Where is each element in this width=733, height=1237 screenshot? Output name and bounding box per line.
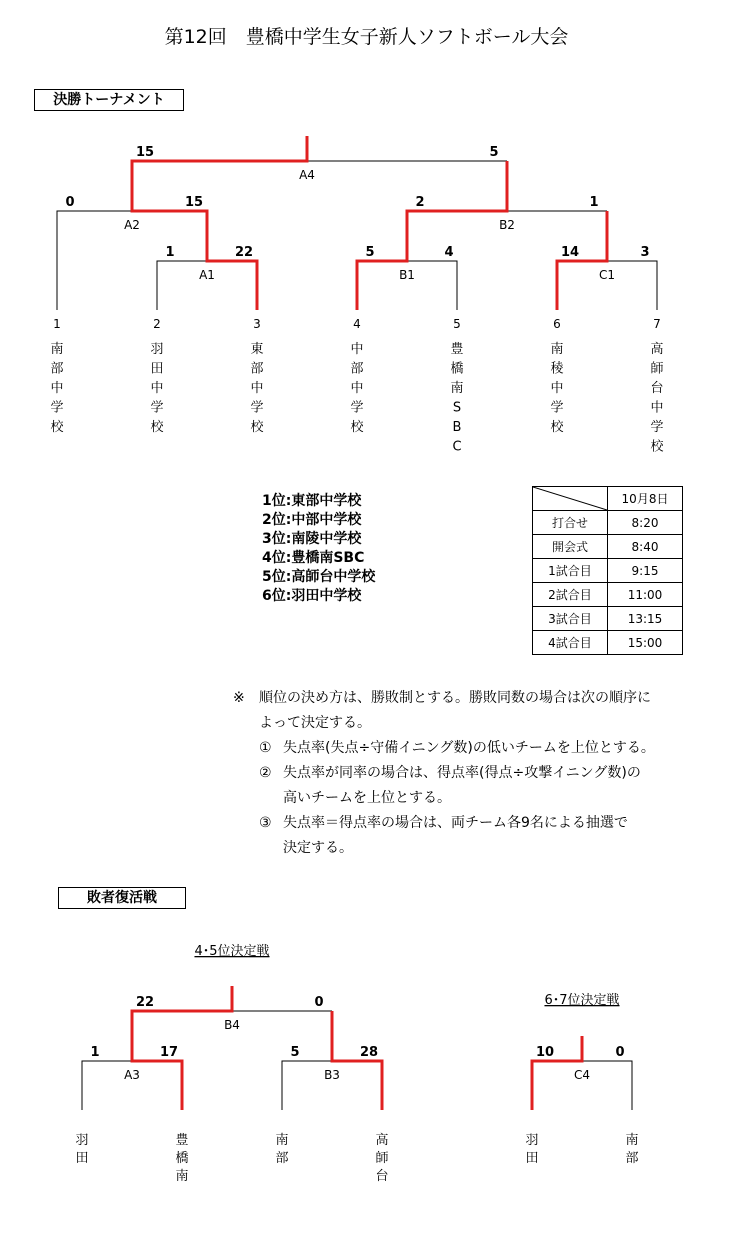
schedule-row [533,583,683,607]
winner-line [132,136,307,310]
repechage-team-name: 羽田 [525,1133,539,1166]
ranking-item: 2位:中部中学校 [262,512,362,528]
team-number: 5 [453,317,461,331]
note-item-mark: ① [259,740,272,756]
score-a4-left: 15 [135,145,155,160]
schedule-time: 15:00 [608,631,683,655]
score-a1-right: 22 [234,245,254,260]
bracket-45-title: 4･5位決定戦 [194,944,270,959]
schedule-row [533,559,683,583]
match-id-b1: B1 [399,268,415,282]
score-a3-left: 1 [90,1045,100,1060]
schedule-label: 開会式 [533,535,608,559]
ranking-item: 6位:羽田中学校 [262,588,362,604]
final-tournament-label: 決勝トーナメント [34,89,184,111]
repechage-team-name: 南部 [275,1133,289,1166]
match-id-b2: B2 [499,218,515,232]
team-number: 6 [553,317,561,331]
score-b4-left: 22 [135,995,155,1010]
score-a4-right: 5 [489,145,499,160]
team-name-5: 豊橋南 S B C [450,342,464,455]
team-name-3: 東部中学校 [250,342,264,435]
score-b3-right: 28 [359,1045,379,1060]
schedule-label: 打合せ [533,511,608,535]
score-a2-right: 15 [184,195,204,210]
score-c1-left: 14 [560,245,580,260]
schedule-time: 13:15 [608,607,683,631]
team-name-4: 中部中学校 [350,342,364,435]
score-a2-left: 0 [65,195,75,210]
note-item-text: 決定する。 [283,840,353,856]
note-mark: ※ [233,690,245,706]
schedule-row [533,607,683,631]
schedule-time: 8:20 [608,511,683,535]
score-b1-right: 4 [444,245,454,260]
score-b1-left: 5 [365,245,375,260]
team-name-7: 高師台中学校 [650,342,664,455]
score-a3-right: 17 [159,1045,179,1060]
ranking-item: 4位:豊橋南SBC [262,550,365,566]
team-name-6: 南稜中学校 [550,342,564,435]
schedule-label: 1試合目 [533,559,608,583]
schedule-label: 3試合目 [533,607,608,631]
schedule-time: 8:40 [608,535,683,559]
match-id-a3: A3 [124,1068,140,1082]
ranking-item: 1位:東部中学校 [262,493,362,509]
score-c4-right: 0 [615,1045,625,1060]
schedule-row [533,535,683,559]
repechage-team-name: 豊橋南 [175,1133,189,1184]
score-a1-left: 1 [165,245,175,260]
bracket-line [57,211,132,310]
score-b3-left: 5 [290,1045,300,1060]
match-id-c4: C4 [573,1068,591,1082]
winner-line [332,1011,382,1110]
note-item-mark: ③ [259,815,272,831]
match-id-a4: A4 [299,168,315,182]
schedule-time: 11:00 [608,583,683,607]
note-item-text: 失点率＝得点率の場合は、両チーム各9名による抽選で [283,815,628,831]
team-number: 1 [53,317,61,331]
score-c4-left: 10 [535,1045,555,1060]
schedule-header-row [533,487,683,511]
match-id-a2: A2 [124,218,140,232]
team-number: 2 [153,317,161,331]
diagonal-header-cell [533,487,608,511]
schedule-row [533,631,683,655]
score-b2-right: 1 [589,195,599,210]
note-text: よって決定する。 [259,715,371,731]
match-id-b3: B3 [324,1068,340,1082]
score-b2-left: 2 [415,195,425,210]
schedule-table [532,486,683,655]
note-item-text: 高いチームを上位とする。 [283,790,451,806]
team-number: 3 [253,317,261,331]
ranking-rules-notes [233,686,713,861]
repechage-label: 敗者復活戦 [58,887,186,909]
team-number: 7 [653,317,661,331]
schedule-label: 2試合目 [533,583,608,607]
match-id-b4: B4 [224,1018,240,1032]
ranking-item: 3位:南陵中学校 [262,531,362,547]
winner-line [557,211,607,310]
score-c1-right: 3 [640,245,650,260]
note-item-mark: ② [259,765,272,781]
ranking-item: 5位:高師台中学校 [262,569,376,585]
repechage-team-name: 南部 [625,1133,639,1166]
note-item-text: 失点率(失点÷守備イニング数)の低いチームを上位とする。 [283,740,655,756]
team-name-2: 羽田中学校 [150,342,164,435]
page-title: 第12回 豊橋中学生女子新人ソフトボール大会 [164,26,569,48]
repechage-team-name: 羽田 [75,1133,89,1166]
team-number: 4 [353,317,361,331]
winner-line [357,161,507,310]
schedule-date: 10月8日 [608,487,683,511]
team-name-1: 南部中学校 [50,342,64,435]
schedule-label: 4試合目 [533,631,608,655]
repechage-team-name: 高師台 [375,1133,389,1184]
match-id-c1: C1 [598,268,616,282]
bracket-67-title: 6･7位決定戦 [544,993,620,1008]
note-item-text: 失点率が同率の場合は、得点率(得点÷攻撃イニング数)の [283,765,641,781]
note-text: 順位の決め方は、勝敗制とする。勝敗同数の場合は次の順序に [259,690,651,706]
schedule-row [533,511,683,535]
rankings-list [262,492,375,606]
schedule-time: 9:15 [608,559,683,583]
match-id-a1: A1 [199,268,215,282]
score-b4-right: 0 [314,995,324,1010]
